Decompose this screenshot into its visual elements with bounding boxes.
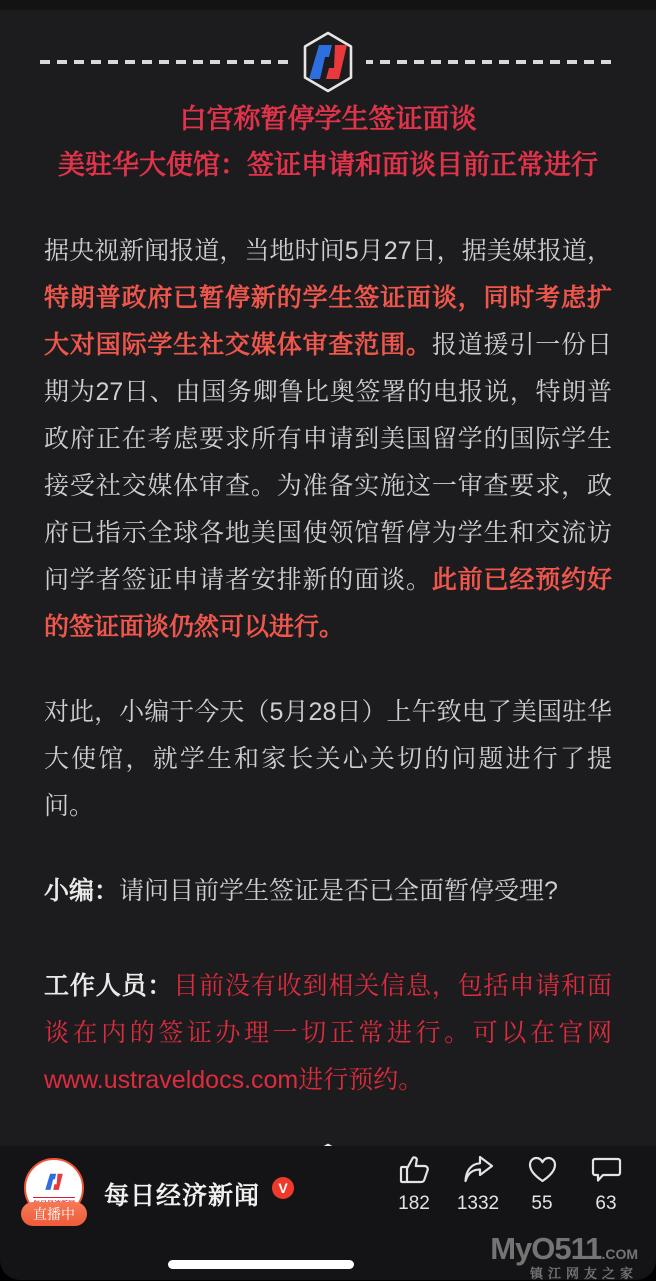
bottom-bar [0,1146,656,1280]
action-buttons [382,1154,638,1215]
headline [0,96,656,188]
share-button[interactable] [446,1154,510,1215]
live-badge[interactable]: 直播中 [21,1202,87,1226]
headline-line-2: 美驻华大使馆：签证申请和面谈目前正常进行 [58,150,598,180]
article-body [44,228,612,1104]
paragraph-1 [44,228,612,651]
favorite-button[interactable] [510,1154,574,1215]
paragraph-editor-question [44,868,612,915]
share-arrow-icon [462,1154,495,1186]
p1-text-1: 据央视新闻报道，当地时间5月27日，据美媒报道， [44,237,612,265]
nbd-hexagon-logo-icon [290,30,366,94]
top-strip [0,0,656,10]
channel-info[interactable] [24,1158,294,1232]
watermark-subtitle: 镇江网友之家 [529,1266,638,1281]
share-count: 1332 [456,1193,500,1214]
like-count: 182 [398,1193,430,1214]
watermark-tld: .COM [601,1246,638,1262]
heart-icon [526,1154,559,1186]
staff-answer-text: 目前没有收到相关信息，包括申请和面谈在内的签证办理一切正常进行。可以在官网www.ustraveldocs.com进行预约。 [44,972,612,1094]
top-divider [40,30,616,94]
favorite-count: 55 [531,1193,553,1214]
channel-avatar[interactable] [24,1158,84,1232]
paragraph-staff-answer [44,963,612,1104]
watermark-site: MyO511 [490,1231,602,1266]
home-indicator[interactable] [168,1260,354,1269]
comment-button[interactable] [574,1154,638,1215]
comment-count: 63 [595,1193,617,1214]
p1-text-2: 报道援引一份日期为27日、由国务卿鲁比奥签署的电报说，特朗普政府正在考虑要求所有申请到美国留学的国际学生接受社交媒体审查。为准备实施这一审查要求，政府已指示全球各地美国使领馆暂停为学生和交流访问学者签证申请者安排新的面谈。 [44,331,612,594]
thumbs-up-icon [398,1154,431,1186]
staff-label: 工作人员： [44,972,174,1000]
like-button[interactable] [382,1154,446,1215]
channel-name[interactable]: 每日经济新闻 [104,1182,261,1210]
p1-highlight-1: 特朗普政府已暂停新的学生签证面谈，同时考虑扩大对国际学生社交媒体审查范围。 [44,284,612,359]
verified-badge: V [272,1177,294,1199]
video-content [0,10,656,1146]
site-watermark [490,1233,638,1280]
comment-bubble-icon [590,1154,623,1186]
editor-question-text: 请问目前学生签证是否已全面暂停受理? [119,877,558,905]
paragraph-2: 对此，小编于今天（5月28日）上午致电了美国驻华大使馆，就学生和家长关心关切的问题进行了提问。 [44,698,612,820]
p1-highlight-2: 此前已经预约好的签证面谈仍然可以进行。 [44,566,612,641]
nbd-logo-mini-icon [41,1168,67,1196]
editor-label: 小编： [44,877,120,905]
headline-line-1: 白宫称暂停学生签证面谈 [179,104,477,134]
